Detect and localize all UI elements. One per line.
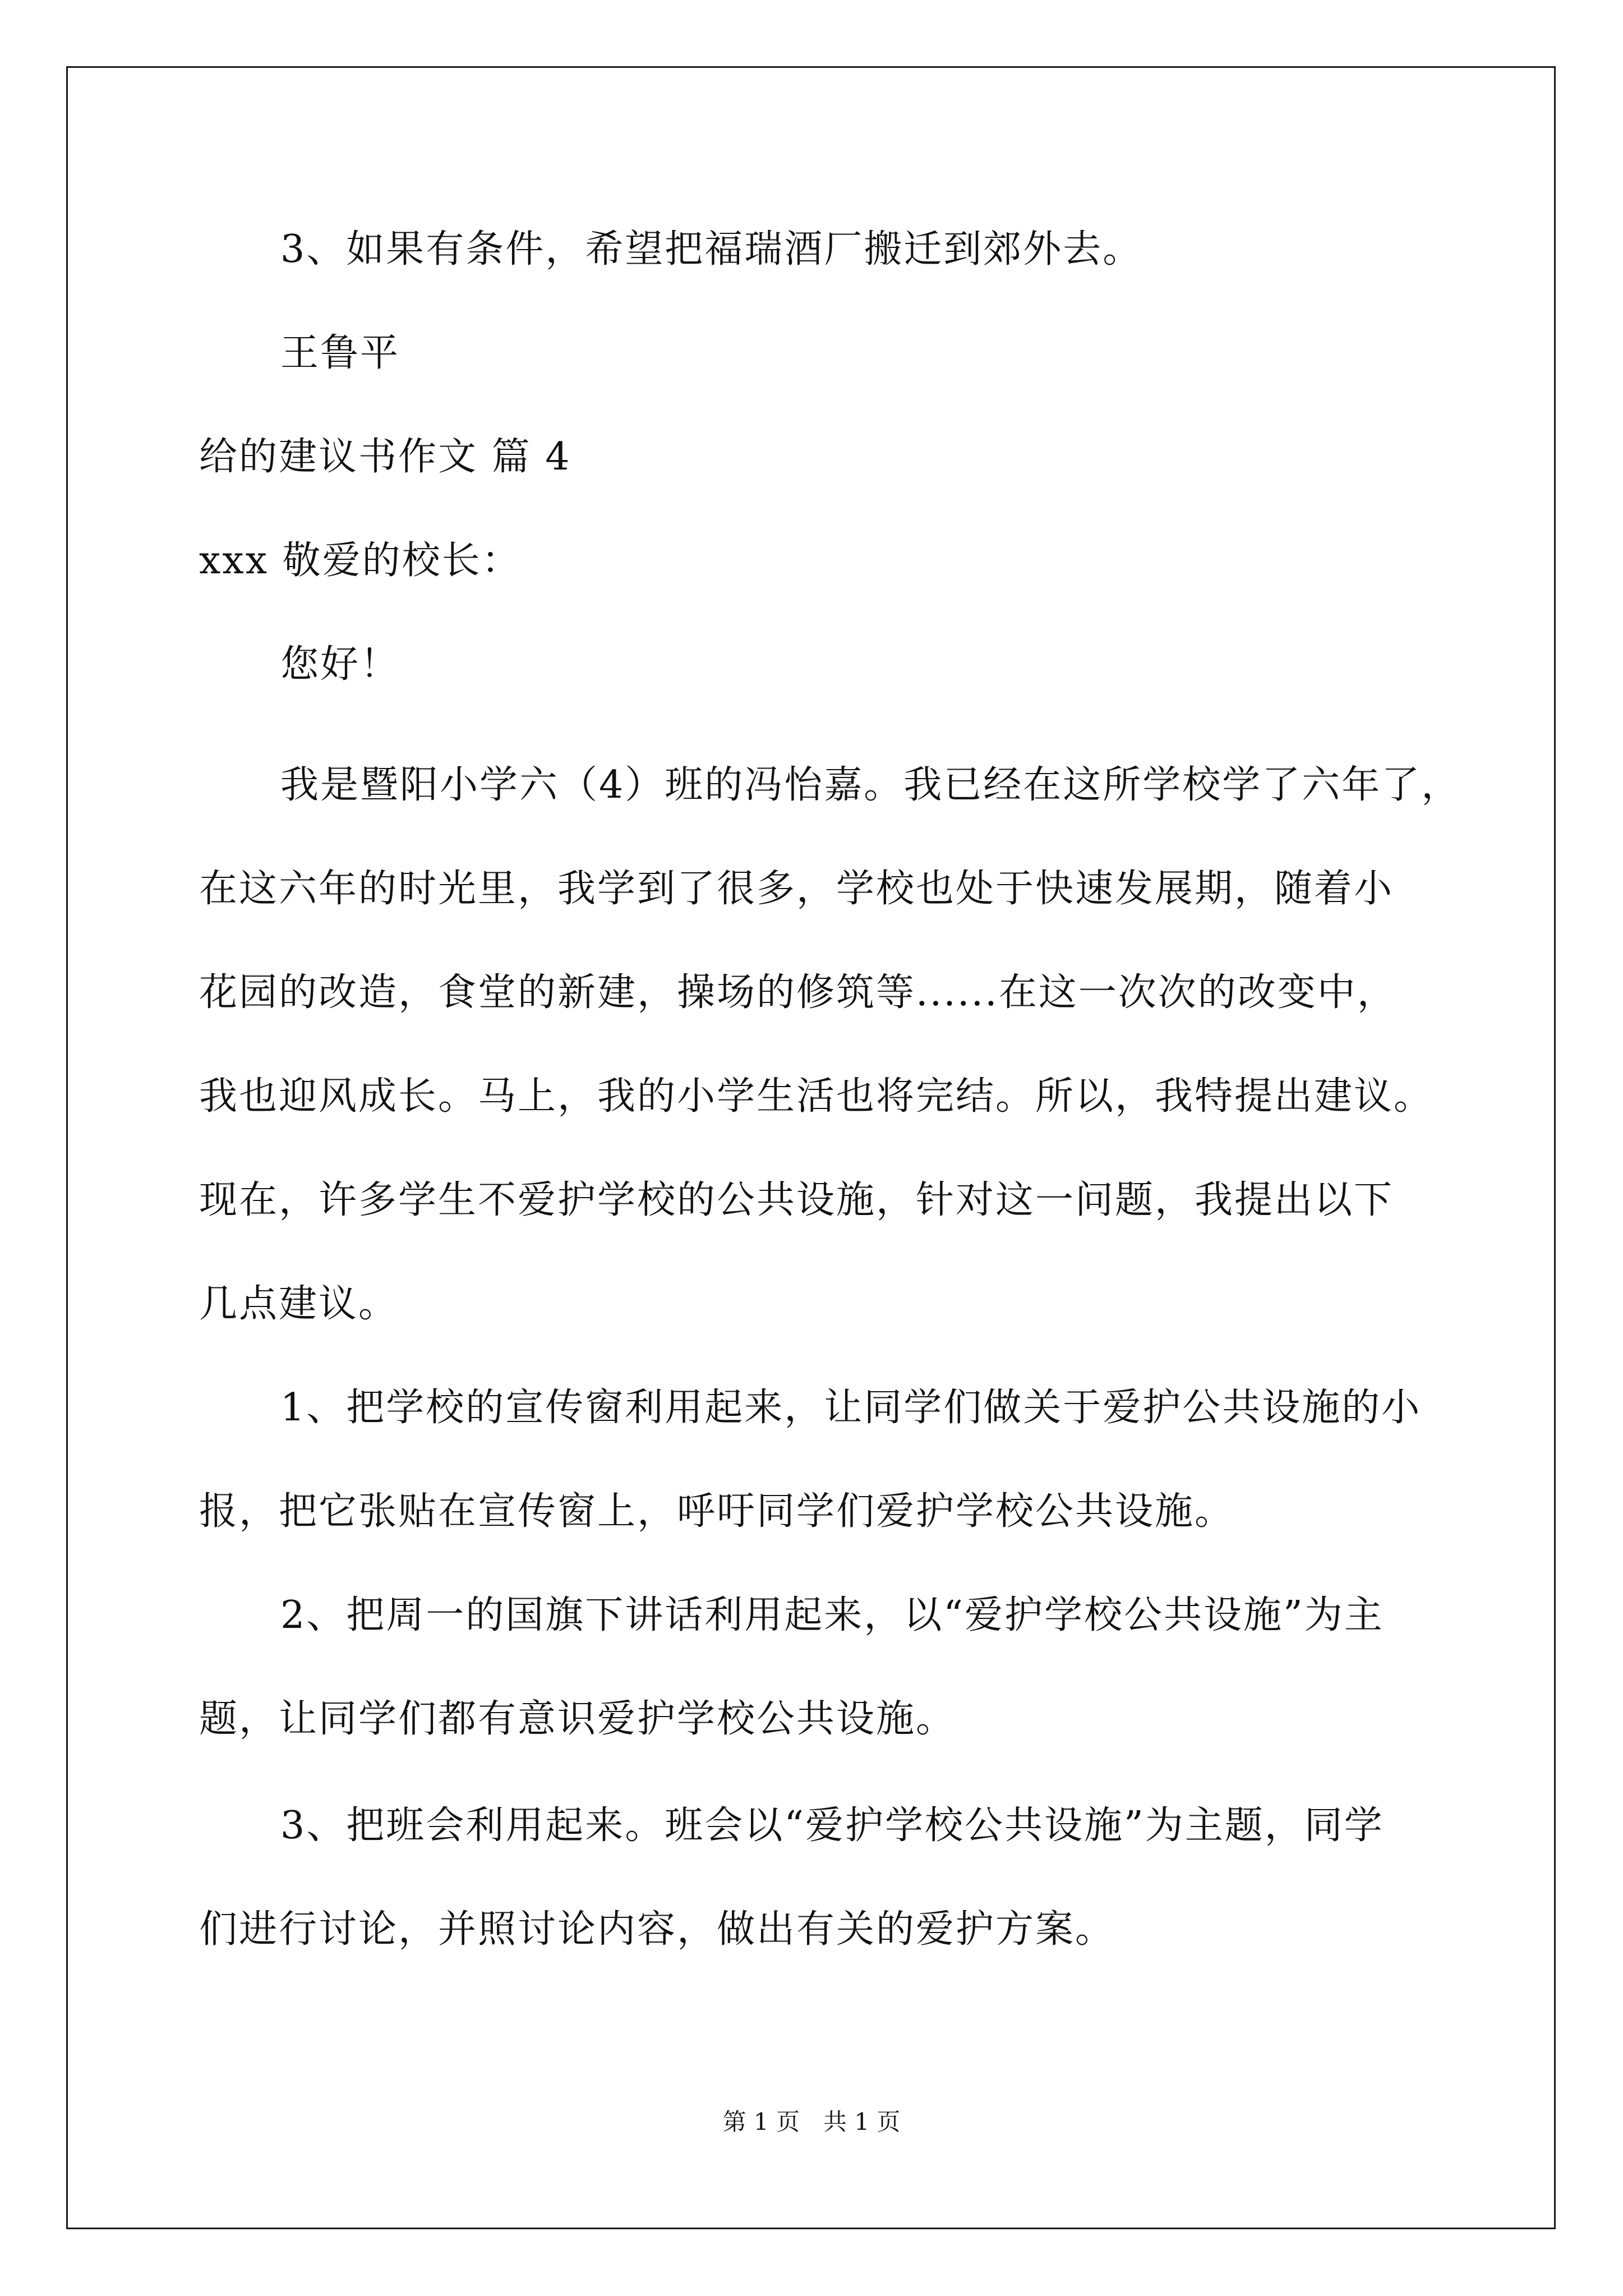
page-number: 第 1 页 共 1 页 xyxy=(722,2108,901,2136)
suggestion-1-line: 报，把它张贴在宣传窗上，呼吁同学们爱护学校公共设施。 xyxy=(199,1489,1235,1534)
paragraph-line: 几点建议。 xyxy=(199,1282,399,1326)
section-heading: 给的建议书作文 篇 4 xyxy=(199,435,571,479)
suggestion-2-line: 2、把周一的国旗下讲话利用起来，以“爱护学校公共设施”为主 xyxy=(280,1593,1384,1637)
paragraph-line: 我是暨阳小学六（4）班的冯怡嘉。我已经在这所学校学了六年了， xyxy=(280,763,1461,807)
suggestion-2-line: 题，让同学们都有意识爱护学校公共设施。 xyxy=(199,1697,956,1741)
greeting: 您好！ xyxy=(280,642,400,687)
salutation: xxx 敬爱的校长： xyxy=(199,539,522,583)
paragraph-line: 在这六年的时光里，我学到了很多，学校也处于快速发展期，随着小 xyxy=(199,867,1394,911)
suggestion-3-line: 3、把班会利用起来。班会以“爱护学校公共设施”为主题，同学 xyxy=(280,1803,1384,1848)
paragraph-line: 我也迎风成长。马上，我的小学生活也将完结。所以，我特提出建议。 xyxy=(199,1074,1434,1119)
suggestion-1-line: 1、把学校的宣传窗利用起来，让同学们做关于爱护公共设施的小 xyxy=(280,1386,1422,1430)
paragraph-line: 3、如果有条件，希望把福瑞酒厂搬迁到郊外去。 xyxy=(280,227,1143,272)
signature-name: 王鲁平 xyxy=(280,331,400,375)
paragraph-line: 花园的改造，食堂的新建，操场的修筑等......在这一次次的改变中， xyxy=(199,970,1397,1015)
paragraph-line: 现在，许多学生不爱护学校的公共设施，针对这一问题，我提出以下 xyxy=(199,1178,1394,1222)
suggestion-3-line: 们进行讨论，并照讨论内容，做出有关的爱护方案。 xyxy=(199,1907,1115,1952)
